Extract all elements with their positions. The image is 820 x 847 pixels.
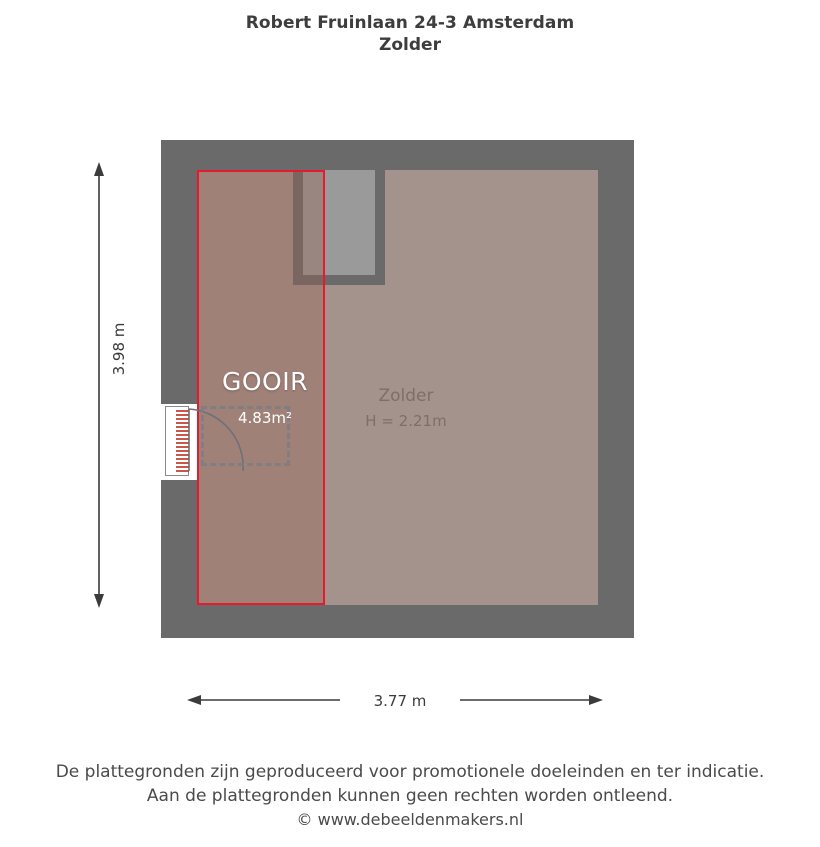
disclaimer-line-2: Aan de plattegronden kunnen geen rechten worden ontleend.	[146, 786, 674, 806]
vertical-dimension-label: 3.98 m	[110, 322, 128, 376]
copyright-line: © www.debeeldenmakers.nl	[296, 810, 524, 829]
disclaimer-line-1: De plattegronden zijn geproduceerd voor promotionele doeleinden en ter indicatie.	[55, 762, 765, 782]
highlighted-room-label: GOOIR	[222, 367, 308, 396]
horizontal-dimension-label: 3.77 m	[340, 692, 460, 710]
disclaimer	[0, 760, 820, 832]
highlighted-room-area: 4.83m²	[237, 409, 293, 427]
main-room-label: Zolder	[378, 386, 434, 406]
main-room-height: H = 2.21m	[365, 412, 447, 430]
property-address: Robert Fruinlaan 24-3 Amsterdam	[245, 13, 575, 33]
floor-name: Zolder	[379, 35, 441, 55]
